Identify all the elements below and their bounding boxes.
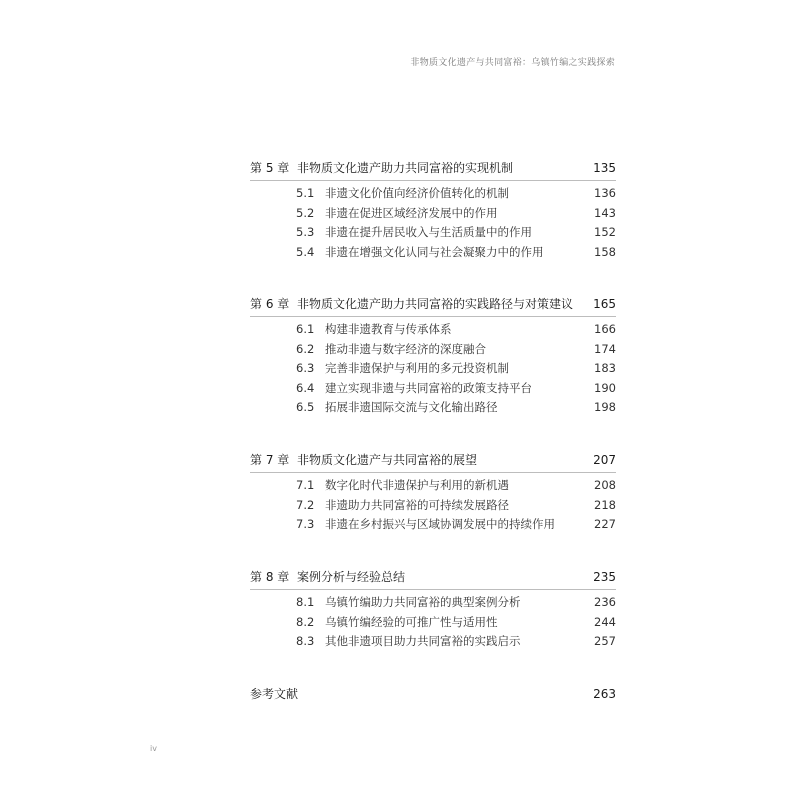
section-list: [250, 476, 616, 535]
section-page: 257: [594, 634, 616, 648]
section-title: 构建非遗教育与传承体系: [325, 322, 452, 336]
chapter-title: 案例分析与经验总结: [297, 570, 406, 584]
section-title: 建立实现非遗与共同富裕的政策支持平台: [325, 380, 532, 395]
section-number: 5.3: [296, 225, 315, 239]
section-page: 208: [594, 478, 616, 492]
section-page: 183: [594, 361, 616, 375]
references-page: 263: [593, 687, 616, 701]
chapter-page: 135: [593, 161, 616, 175]
chapter-title: 非物质文化遗产与共同富裕的展望: [297, 453, 478, 467]
section-page: 244: [594, 614, 616, 629]
chapter-7: [250, 450, 616, 535]
section-number: 6.3: [296, 361, 315, 375]
section-number: 7.3: [296, 517, 315, 531]
chapter-number: 第 8 章: [250, 570, 290, 584]
section-entry: [250, 613, 616, 633]
section-entry: [250, 379, 616, 399]
section-number: 6.2: [296, 341, 315, 356]
section-number: 5.2: [296, 205, 315, 220]
section-title: 非遗在乡村振兴与区域协调发展中的持续作用: [325, 517, 555, 531]
section-page: 152: [594, 225, 616, 239]
chapter-heading: [250, 158, 616, 181]
chapter-page: 207: [593, 453, 616, 467]
section-page: 136: [594, 186, 616, 200]
chapter-number: 第 6 章: [250, 297, 290, 311]
section-list: [250, 184, 616, 262]
chapter-number: 第 7 章: [250, 453, 290, 467]
chapter-6: [250, 294, 616, 418]
section-title: 拓展非遗国际交流与文化输出路径: [325, 400, 498, 414]
section-page: 174: [594, 341, 616, 356]
section-entry: [250, 593, 616, 613]
section-entry: [250, 223, 616, 243]
section-entry: [250, 204, 616, 224]
section-entry: [250, 398, 616, 418]
chapter-title: 非物质文化遗产助力共同富裕的实现机制: [297, 161, 514, 175]
section-entry: [250, 243, 616, 263]
section-title: 推动非遗与数字经济的深度融合: [325, 341, 486, 356]
section-title: 非遗助力共同富裕的可持续发展路径: [325, 497, 509, 512]
chapter-heading: [250, 294, 616, 317]
section-number: 8.1: [296, 595, 315, 609]
section-title: 完善非遗保护与利用的多元投资机制: [325, 361, 509, 375]
section-entry: [250, 359, 616, 379]
page-folio: iv: [150, 744, 157, 753]
section-number: 6.1: [296, 322, 315, 336]
section-page: 143: [594, 205, 616, 220]
section-number: 6.4: [296, 380, 315, 395]
references-title: 参考文献: [250, 687, 299, 701]
section-entry: [250, 476, 616, 496]
section-list: [250, 593, 616, 652]
section-number: 6.5: [296, 400, 315, 414]
section-page: 190: [594, 380, 616, 395]
section-number: 7.2: [296, 497, 315, 512]
section-title: 其他非遗项目助力共同富裕的实践启示: [325, 634, 521, 648]
section-entry: [250, 515, 616, 535]
running-head: 非物质文化遗产与共同富裕：乌镇竹编之实践探索: [410, 58, 615, 68]
section-number: 8.2: [296, 614, 315, 629]
section-entry: [250, 320, 616, 340]
section-title: 乌镇竹编助力共同富裕的典型案例分析: [325, 595, 521, 609]
section-page: 218: [594, 497, 616, 512]
section-number: 5.4: [296, 244, 315, 259]
section-title: 非遗在提升居民收入与生活质量中的作用: [325, 225, 532, 239]
chapter-8: [250, 567, 616, 652]
chapter-number: 第 5 章: [250, 161, 290, 175]
references-entry: [250, 684, 616, 704]
section-page: 227: [594, 517, 616, 531]
chapter-page: 165: [593, 297, 616, 311]
section-number: 7.1: [296, 478, 315, 492]
section-entry: [250, 496, 616, 516]
section-page: 166: [594, 322, 616, 336]
section-entry: [250, 632, 616, 652]
section-entry: [250, 184, 616, 204]
section-title: 非遗在增强文化认同与社会凝聚力中的作用: [325, 244, 544, 259]
chapter-title: 非物质文化遗产助力共同富裕的实践路径与对策建议: [297, 297, 574, 311]
chapter-page: 235: [593, 570, 616, 584]
section-list: [250, 320, 616, 418]
section-title: 数字化时代非遗保护与利用的新机遇: [325, 478, 509, 492]
chapter-heading: [250, 567, 616, 590]
section-page: 198: [594, 400, 616, 414]
section-title: 乌镇竹编经验的可推广性与适用性: [325, 614, 498, 629]
section-title: 非遗在促进区域经济发展中的作用: [325, 205, 498, 220]
section-number: 8.3: [296, 634, 315, 648]
section-page: 236: [594, 595, 616, 609]
section-page: 158: [594, 244, 616, 259]
chapter-5: [250, 158, 616, 262]
section-entry: [250, 340, 616, 360]
section-number: 5.1: [296, 186, 315, 200]
section-title: 非遗文化价值向经济价值转化的机制: [325, 186, 509, 200]
chapter-heading: [250, 450, 616, 473]
